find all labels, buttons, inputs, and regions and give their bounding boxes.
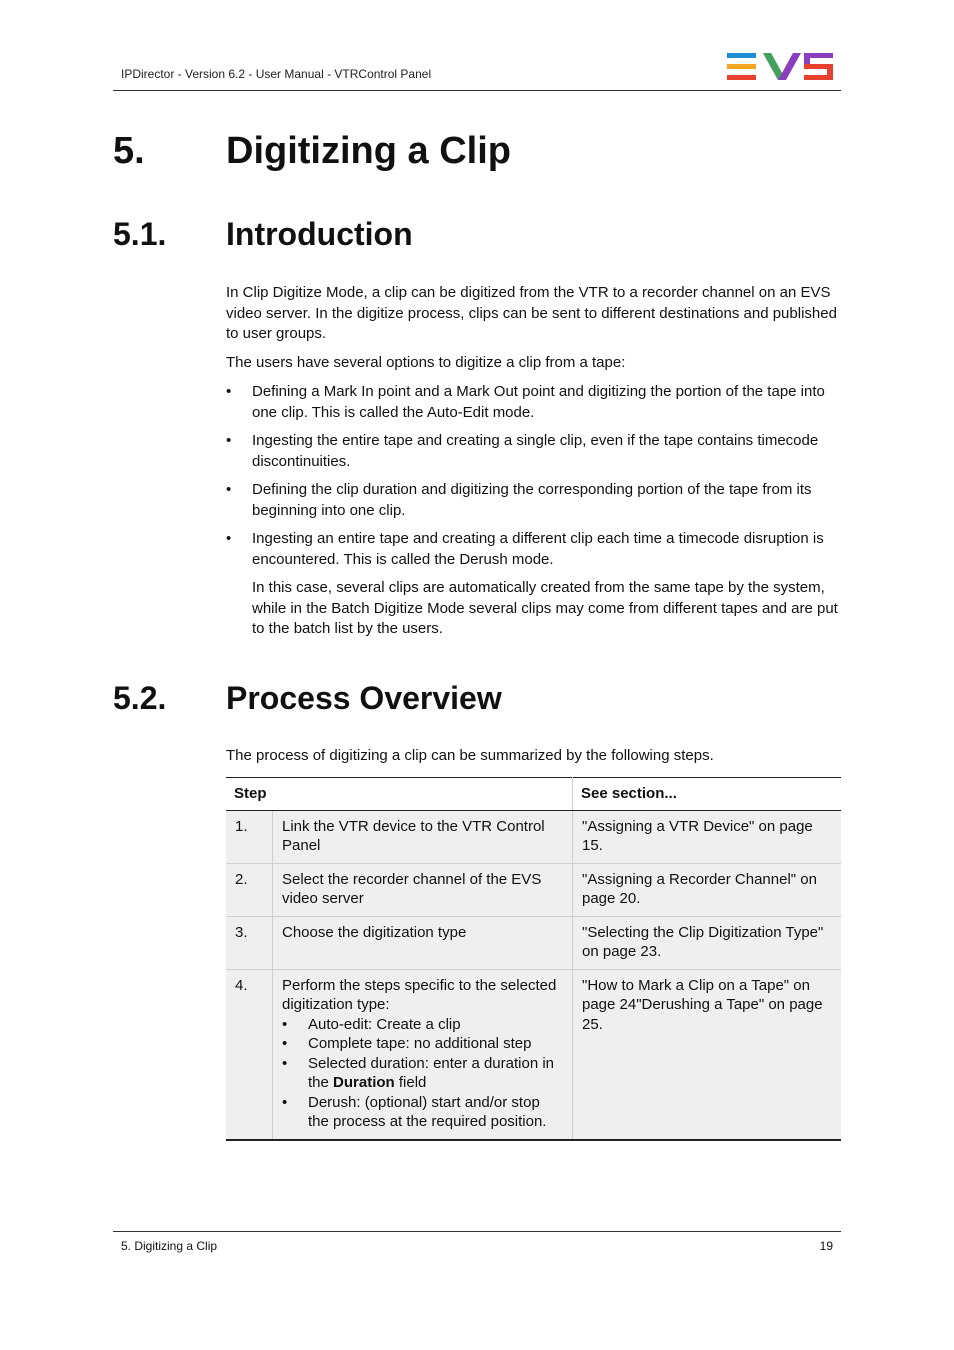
page-number: 19 [819, 1239, 833, 1253]
step-number: 2. [226, 863, 273, 916]
footer-chapter: 5. Digitizing a Clip [121, 1239, 218, 1253]
page-header [113, 50, 841, 91]
section-number: 5.2. [113, 680, 167, 716]
list-item-note: In this case, several clips are automatically created from the same tape by the system, while in the Batch Digitize Mode several clips may come from different tapes and are put to the batch list by the users. [252, 579, 838, 637]
table-row [226, 969, 841, 1140]
process-paragraph: The process of digitizing a clip can be summarized by the following steps. [226, 747, 714, 764]
chapter-number: 5. [113, 130, 145, 172]
bullet-icon: • [282, 1093, 288, 1111]
process-steps-table [226, 777, 841, 1141]
section-title: Process Overview [226, 680, 502, 716]
step-number: 1. [226, 810, 273, 863]
step-reference-link[interactable]: "How to Mark a Clip on a Tape" on page 24"Derushing a Tape" on page 25. [573, 969, 842, 1140]
step-description [273, 969, 573, 1140]
table-header-row [226, 778, 841, 811]
list-item: • Derush: (optional) start and/or stop the process at the required position. [282, 1093, 547, 1130]
step-reference-link[interactable]: "Assigning a VTR Device" on page 15. [573, 810, 842, 863]
intro-paragraph-1: In Clip Digitize Mode, a clip can be digitized from the VTR to a recorder channel on an EVS video server. In the digitize process, clips can be sent to different destinations and published to user groups. [226, 284, 837, 342]
chapter-title: Digitizing a Clip [226, 130, 511, 172]
digitization-type-list [282, 1015, 563, 1132]
step-description: Link the VTR device to the VTR Control Panel [273, 810, 573, 863]
list-item: • Selected duration: enter a duration in the Duration field [282, 1054, 554, 1091]
step-reference-link[interactable]: "Selecting the Clip Digitization Type" on page 23. [573, 916, 842, 969]
list-item: • Complete tape: no additional step [282, 1035, 532, 1052]
table-header-see-section: See section... [573, 778, 842, 811]
bullet-icon: • [226, 530, 232, 547]
bullet-icon: • [282, 1035, 288, 1052]
list-item: • Ingesting an entire tape and creating a different clip each time a timecode disruption is encountered. This is called the Derush mode. In this case, several clips are automatically created from the same tape by the system, while in the Batch Digitize Mode several clips may come from different tapes and are put to the batch list by the users. [226, 529, 846, 640]
table-row [226, 810, 841, 863]
step-intro-text: Perform the steps specific to the selected digitization type: [282, 976, 557, 1013]
header-title: IPDirector - Version 6.2 - User Manual - VTRControl Panel [121, 67, 432, 81]
list-item: • Defining a Mark In point and a Mark Out point and digitizing the portion of the tape into one clip. This is called the Auto-Edit mode. [226, 383, 825, 421]
bullet-icon: • [226, 481, 232, 498]
table-header-step: Step [226, 778, 573, 811]
evs-logo [727, 53, 833, 81]
bullet-icon: • [282, 1015, 288, 1033]
bullet-icon: • [226, 432, 232, 449]
step-reference-link[interactable]: "Assigning a Recorder Channel" on page 20. [573, 863, 842, 916]
intro-bullet-list [226, 382, 846, 648]
table-row [226, 916, 841, 969]
list-item: • Auto-edit: Create a clip [282, 1015, 461, 1033]
bullet-icon: • [282, 1054, 288, 1072]
list-item: • Ingesting the entire tape and creating a single clip, even if the tape contains timecode discontinuities. [226, 432, 819, 470]
step-number: 3. [226, 916, 273, 969]
section-number: 5.1. [113, 216, 167, 252]
bullet-icon: • [226, 383, 232, 400]
table-row [226, 863, 841, 916]
step-description: Choose the digitization type [273, 916, 573, 969]
section-title: Introduction [226, 216, 413, 252]
list-item: • Defining the clip duration and digitizing the corresponding portion of the tape from its beginning into one clip. [226, 481, 812, 519]
intro-paragraph-2: The users have several options to digitize a clip from a tape: [226, 354, 626, 371]
step-description: Select the recorder channel of the EVS video server [273, 863, 573, 916]
step-number: 4. [226, 969, 273, 1140]
duration-field-name: Duration [333, 1074, 395, 1091]
page-footer [113, 1231, 841, 1253]
